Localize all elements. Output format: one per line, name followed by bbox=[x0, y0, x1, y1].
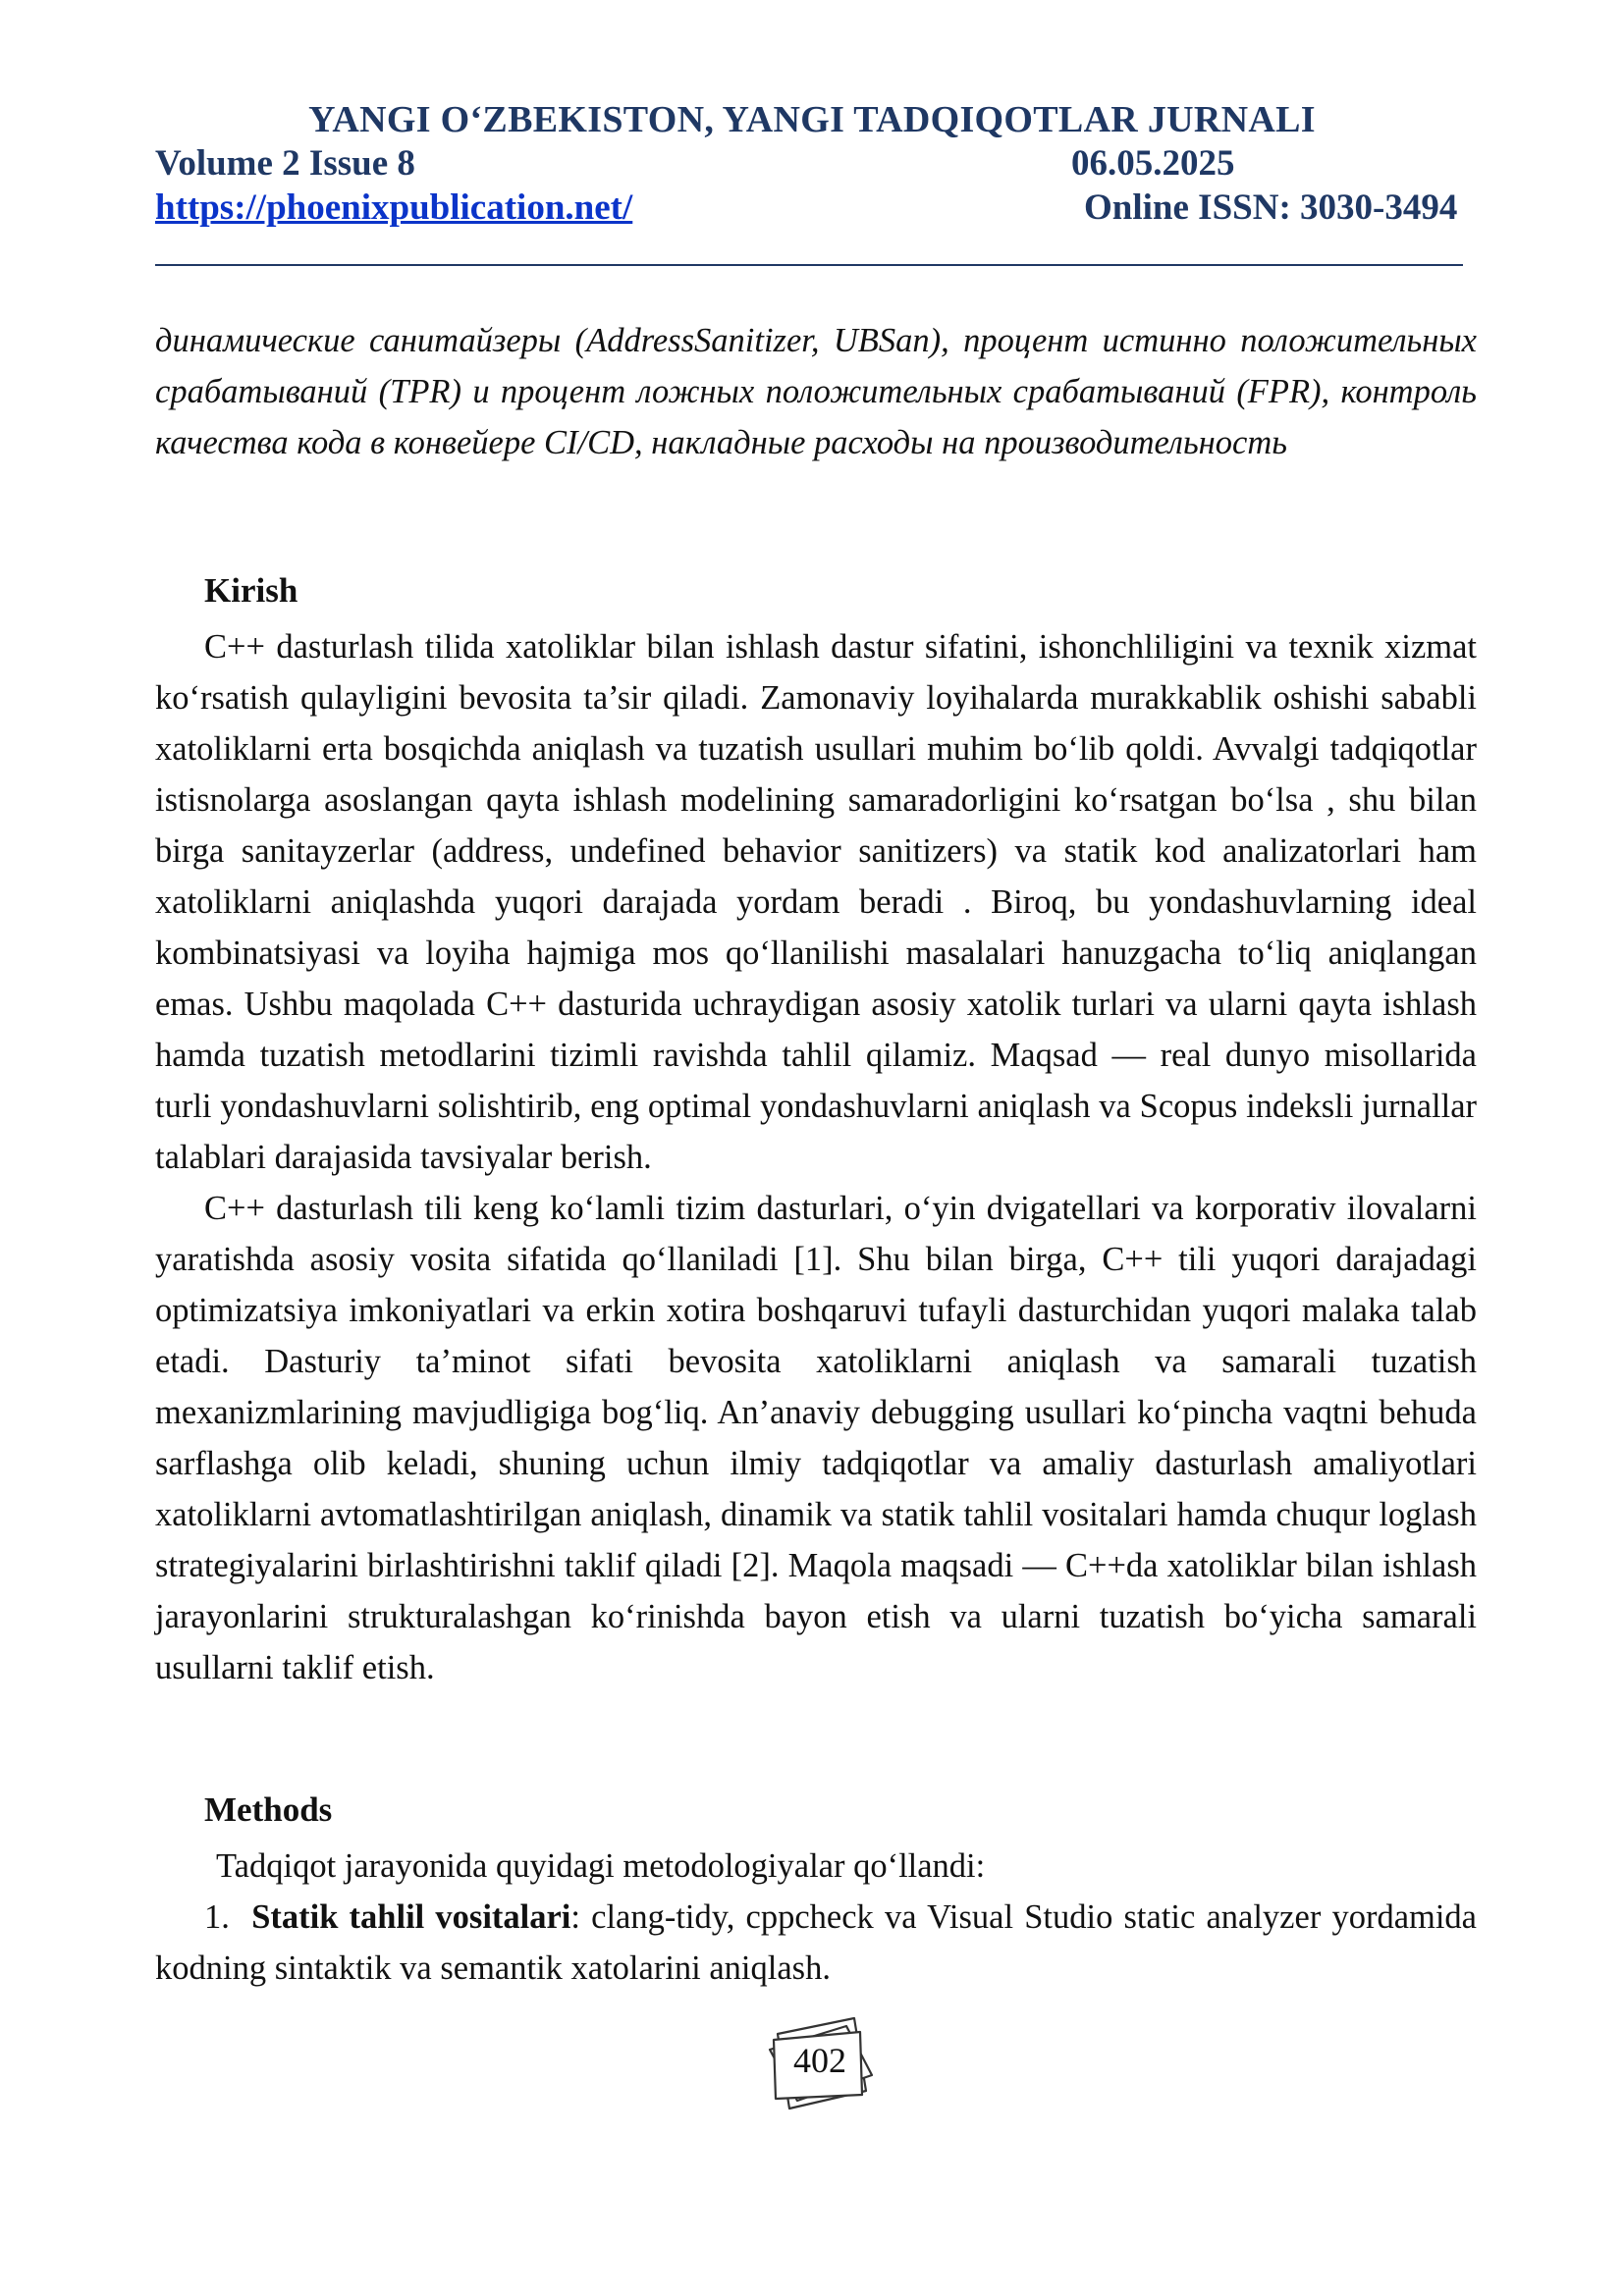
page-number: 402 bbox=[793, 2041, 846, 2080]
section-heading-methods: Methods bbox=[204, 1790, 333, 1829]
section-heading-intro: Kirish bbox=[204, 571, 298, 610]
header-divider bbox=[155, 264, 1463, 266]
methods-intro: Tadqiqot jarayonida quyidagi metodologiyalar qo‘llandi: bbox=[216, 1847, 986, 1885]
abstract-keywords-ru bbox=[155, 315, 1477, 468]
publication-date: 06.05.2025 bbox=[1071, 143, 1235, 184]
intro-body bbox=[155, 621, 1477, 1693]
list-item-text: : clang-tidy, cppcheck va Visual Studio static analyzer yordamida kodning sintaktik va semantik xatolarini aniqlash. bbox=[155, 1898, 1477, 1987]
header-row-site bbox=[155, 187, 1477, 229]
abstract-text: динамические санитайзеры (AddressSanitizer, UBSan), процент истинно положительных срабатываний (TPR) и процент ложных положительных срабатываний (FPR), контроль качества кода в конвейере CI/CD, накладные расходы на производительность bbox=[155, 322, 1477, 461]
header-row-volume bbox=[155, 142, 1477, 185]
issn: Online ISSN: 3030-3494 bbox=[1084, 187, 1458, 228]
methods-list bbox=[155, 1892, 1477, 1994]
intro-paragraph-1: C++ dasturlash tilida xatoliklar bilan ishlash dastur sifatini, ishonchliligini va texnik xizmat ko‘rsatish qulayligini bevosita ta’sir qiladi. Zamonaviy loyihalarda murakkablik oshishi sababli xatoliklarni erta bosqichda aniqlash va tuzatish usullari muhim bo‘lib qoldi. Avvalgi tadqiqotlar istisnolarga asoslangan qayta ishlash modelining samaradorligini ko‘rsatgan bo‘lsa , shu bilan birga sanitayzerlar (address, undefined behavior sanitizers) va statik kod analizatorlari ham xatoliklarni aniqlashda yuqori darajada yordam beradi . Biroq, bu yondashuvlarning ideal kombinatsiyasi va loyiha hajmiga mos qo‘llanilishi masalalari hanuzgacha to‘liq aniqlangan emas. Ushbu maqolada C++ dasturida uchraydigan asosiy xatolik turlari va ularni qayta ishlash hamda tuzatish metodlarini tizimli ravishda tahlil qilamiz. Maqsad — real dunyo misollarida turli yondashuvlarni solishtirib, eng optimal yondashuvlarni aniqlash va Scopus indeksli jurnallar talablari darajasida tavsiyalar berish. bbox=[155, 628, 1477, 1176]
list-item-term: Statik tahlil vositalari bbox=[251, 1898, 571, 1936]
intro-paragraph-2: C++ dasturlash tili keng ko‘lamli tizim dasturlari, o‘yin dvigatellari va korporativ ilovalarni yaratishda asosiy vosita sifatida qo‘llaniladi [1]. Shu bilan birga, C++ tili yuqori darajadagi optimizatsiya imkoniyatlari va erkin xotira boshqaruvi tufayli dasturchidan yuqori malaka talab etadi. Dasturiy ta’minot sifati bevosita xatoliklarni aniqlash va samarali tuzatish mexanizmlarining mavjudligiga bog‘liq. An’anaviy debugging usullari ko‘pincha vaqtni behuda sarflashga olib keladi, shuning uchun ilmiy tadqiqotlar va amaliy dasturlash amaliyotlari xatoliklarni avtomatlashtirilgan aniqlash, dinamik va statik tahlil vositalari hamda chuqur loglash strategiyalarini birlashtirishni taklif qiladi [2]. Maqola maqsadi — C++da xatoliklar bilan ishlash jarayonlarini strukturalashgan ko‘rinishda bayon etish va ularni tuzatish bo‘yicha samarali usullarni taklif etish. bbox=[155, 1190, 1477, 1686]
volume-issue: Volume 2 Issue 8 bbox=[155, 143, 415, 184]
website-link[interactable]: https://phoenixpublication.net/ bbox=[155, 187, 633, 228]
list-item-number: 1. bbox=[204, 1898, 230, 1936]
journal-title: YANGI O‘ZBEKISTON, YANGI TADQIQOTLAR JURNALI bbox=[308, 99, 1316, 140]
list-item bbox=[155, 1892, 1477, 1994]
